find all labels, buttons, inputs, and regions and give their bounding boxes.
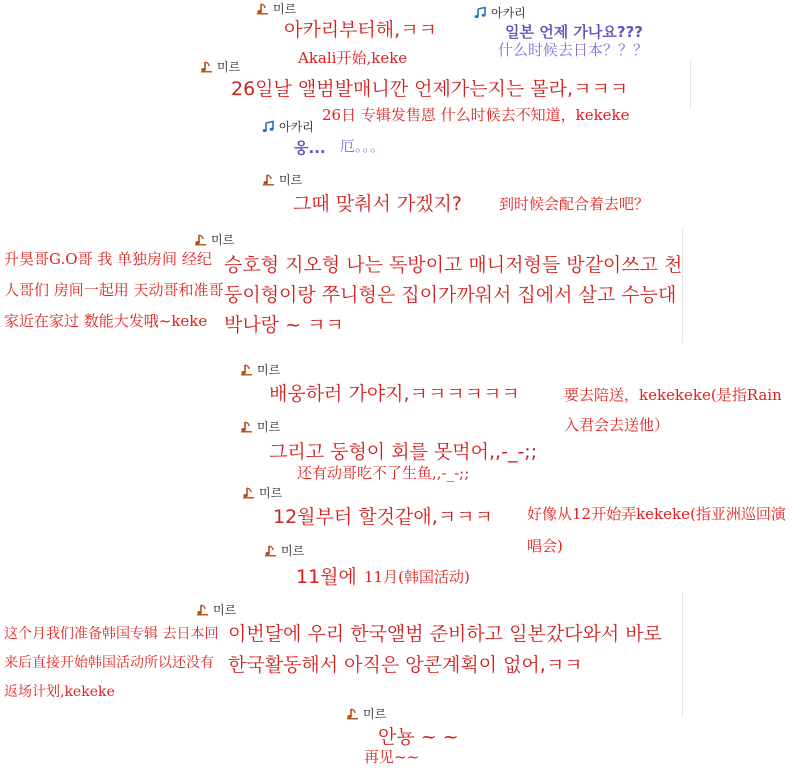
chat-message: 승호형 지오형 나는 독방이고 매니저형들 방같이쓰고 천둥이형이랑 쭈니형은 집이가까워서 집에서 살고 수능대박나랑 ~ ㅋㅋ [224,254,683,336]
note-icon [256,2,269,15]
username-label: 미르 [281,544,305,558]
translation: 什么时候去日本？？？ [498,41,649,59]
username-label: 미르 [213,603,237,617]
username-mir [262,171,302,188]
username-label: 미르 [279,173,303,187]
username-label: 미르 [257,420,281,434]
chat-message: 이번달에 우리 한국앨범 준비하고 일본갔다와서 바로 한국활동해서 아직은 앙콘계획이 없어,ㅋㅋ [228,623,662,676]
translation: 到时候会配合着去吧？ [499,195,650,213]
username-mir [346,705,386,722]
username-label: 아카리 [491,6,526,20]
translation: 好像从12开始弄kekeke(指亚洲巡回演唱会) [527,505,786,555]
username-mir [200,58,240,75]
note-icon [240,363,253,376]
username-label: 미르 [273,2,297,16]
chat-message: 12월부터 할것같애,ㅋㅋㅋ [273,506,493,528]
username-label: 미르 [363,707,387,721]
chat-message: 일본 언제 가나요??? [505,23,643,41]
chat-message: 11월에 [296,566,357,588]
username-label: 미르 [257,363,281,377]
translation: 11月(韩国活动) [364,568,470,586]
translation: 26日 专辑发售恩 什么时候去不知道，kekeke [322,106,630,124]
note-icon [196,603,209,616]
note-icon [346,707,359,720]
translation: 这个月我们准备韩国专辑 去日本回来后直接开始韩国活动所以还没有返场计划,kekeke [4,626,219,700]
translation: 厄。。。 [340,137,386,155]
translation: Akali开始,keke [298,49,408,67]
username-label: 미르 [259,486,283,500]
translation: 再见~~ [364,748,420,766]
chat-message: 그때 맞춰서 가겠지? [293,193,462,215]
username-mir [196,601,236,618]
note-icon [264,544,277,557]
chat-message: 웅... [294,139,326,157]
translation: 要去陪送，kekekeke(是指Rain入君会去送他） [564,386,782,434]
username-mir [240,418,280,435]
translation: 还有动哥吃不了生鱼,,-_-;; [297,464,470,482]
username-label: 미르 [217,60,241,74]
username-label: 아카리 [279,120,314,134]
note-icon [262,173,275,186]
username-mir [264,542,304,559]
username-label: 미르 [211,233,235,247]
username-akari [262,118,314,135]
chat-message: 26일날 앨범발매니깐 언제가는지는 몰라,ㅋㅋㅋ [231,78,629,100]
username-mir [240,361,280,378]
separator-line [690,60,691,110]
translation: 升昊哥G.O哥 我 单独房间 经纪人哥们 房间一起用 天动哥和准哥家近在家过 数能大发哦~keke [4,250,224,330]
chat-message: 안뇽 ~ ~ [378,726,459,748]
username-akari [474,4,526,21]
note-icon [242,486,255,499]
note-icon [200,60,213,73]
music-note-icon [262,120,275,133]
chat-message: 그리고 둥형이 회를 못먹어,,-_-;; [269,441,538,463]
username-mir [242,484,282,501]
separator-line [682,592,683,717]
chat-message: 배웅하러 가야지,ㅋㅋㅋㅋㅋㅋ [269,383,520,405]
music-note-icon [474,6,487,19]
chat-message: 아카리부터해,ㅋㅋ [284,19,437,41]
note-icon [240,420,253,433]
